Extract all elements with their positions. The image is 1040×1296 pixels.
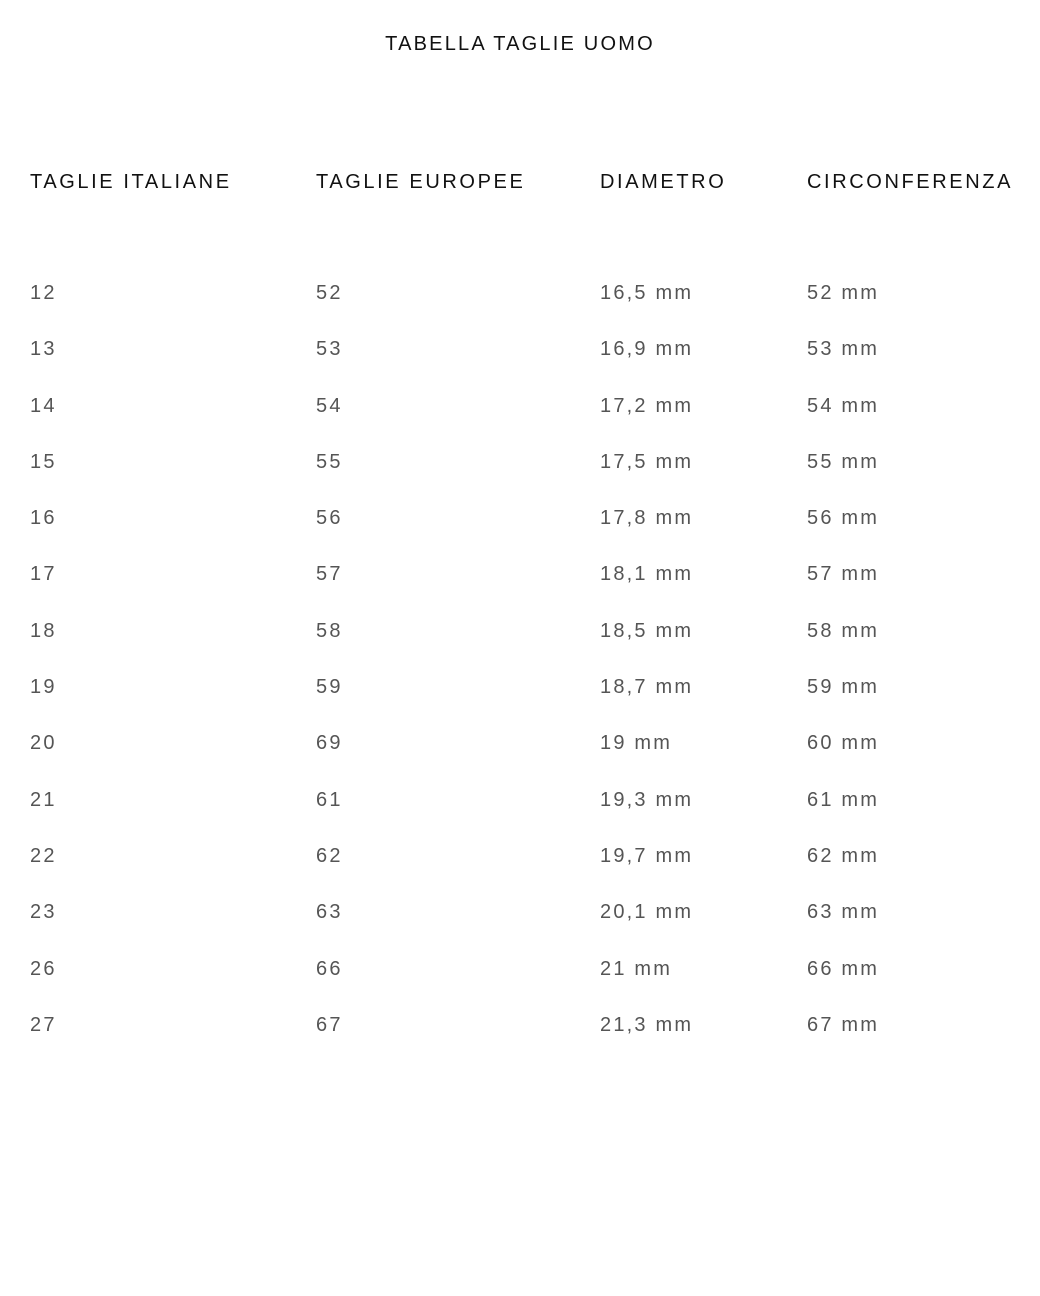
cell-circonferenza: 57 mm — [807, 563, 880, 586]
table-body — [30, 279, 1030, 1067]
cell-circonferenza: 61 mm — [807, 788, 880, 811]
table-row — [30, 955, 1030, 1011]
cell-diametro: 19 mm — [600, 732, 673, 755]
cell-circonferenza: 62 mm — [807, 844, 880, 867]
cell-taglia-italiana: 20 — [30, 732, 57, 755]
cell-circonferenza: 54 mm — [807, 394, 880, 417]
table-row — [30, 279, 1030, 335]
cell-diametro: 17,2 mm — [600, 394, 694, 417]
table-row — [30, 448, 1030, 504]
cell-diametro: 16,9 mm — [600, 338, 694, 361]
cell-taglia-italiana: 14 — [30, 394, 57, 417]
header-taglie-italiane: TAGLIE ITALIANE — [30, 171, 232, 193]
cell-circonferenza: 58 mm — [807, 619, 880, 642]
cell-diametro: 19,7 mm — [600, 844, 694, 867]
size-table — [30, 168, 1030, 1067]
cell-circonferenza: 59 mm — [807, 676, 880, 699]
cell-circonferenza: 60 mm — [807, 732, 880, 755]
table-row — [30, 786, 1030, 842]
table-row — [30, 898, 1030, 954]
cell-taglia-italiana: 26 — [30, 957, 57, 980]
cell-diametro: 17,8 mm — [600, 507, 694, 530]
cell-diametro: 16,5 mm — [600, 282, 694, 304]
table-row — [30, 617, 1030, 673]
cell-taglia-europea: 54 — [316, 394, 343, 417]
table-row — [30, 673, 1030, 729]
cell-circonferenza: 67 mm — [807, 1013, 880, 1036]
cell-taglia-europea: 66 — [316, 957, 343, 980]
table-row — [30, 560, 1030, 616]
cell-taglia-italiana: 17 — [30, 563, 57, 586]
table-row — [30, 392, 1030, 448]
cell-circonferenza: 52 mm — [807, 282, 880, 304]
cell-taglia-europea: 52 — [316, 282, 343, 304]
cell-diametro: 18,7 mm — [600, 676, 694, 699]
cell-diametro: 18,1 mm — [600, 563, 694, 586]
cell-taglia-europea: 53 — [316, 338, 343, 361]
table-row — [30, 842, 1030, 898]
cell-taglia-europea: 67 — [316, 1013, 343, 1036]
table-row — [30, 504, 1030, 560]
cell-diametro: 21 mm — [600, 957, 673, 980]
cell-circonferenza: 55 mm — [807, 450, 880, 473]
cell-diametro: 21,3 mm — [600, 1013, 694, 1036]
cell-taglia-italiana: 23 — [30, 901, 57, 924]
cell-diametro: 20,1 mm — [600, 901, 694, 924]
cell-taglia-italiana: 19 — [30, 676, 57, 699]
header-diametro: DIAMETRO — [600, 171, 727, 193]
cell-taglia-italiana: 16 — [30, 507, 57, 530]
cell-taglia-europea: 58 — [316, 619, 343, 642]
cell-taglia-europea: 62 — [316, 844, 343, 867]
cell-taglia-europea: 57 — [316, 563, 343, 586]
page-title: TABELLA TAGLIE UOMO — [385, 33, 655, 55]
cell-diametro: 18,5 mm — [600, 619, 694, 642]
header-taglie-europee: TAGLIE EUROPEE — [316, 171, 526, 193]
cell-taglia-europea: 56 — [316, 507, 343, 530]
cell-taglia-italiana: 22 — [30, 844, 57, 867]
table-header-row — [30, 168, 1030, 279]
cell-circonferenza: 63 mm — [807, 901, 880, 924]
cell-diametro: 17,5 mm — [600, 450, 694, 473]
cell-taglia-italiana: 15 — [30, 450, 57, 473]
cell-taglia-europea: 63 — [316, 901, 343, 924]
cell-circonferenza: 66 mm — [807, 957, 880, 980]
header-circonferenza: CIRCONFERENZA — [807, 171, 1014, 193]
cell-taglia-italiana: 13 — [30, 338, 57, 361]
table-row — [30, 335, 1030, 391]
cell-taglia-europea: 69 — [316, 732, 343, 755]
cell-taglia-europea: 55 — [316, 450, 343, 473]
cell-taglia-italiana: 18 — [30, 619, 57, 642]
cell-diametro: 19,3 mm — [600, 788, 694, 811]
cell-taglia-italiana: 12 — [30, 282, 57, 304]
cell-circonferenza: 56 mm — [807, 507, 880, 530]
cell-taglia-europea: 61 — [316, 788, 343, 811]
table-row — [30, 1011, 1030, 1067]
cell-taglia-italiana: 27 — [30, 1013, 57, 1036]
cell-taglia-italiana: 21 — [30, 788, 57, 811]
table-row — [30, 729, 1030, 785]
cell-taglia-europea: 59 — [316, 676, 343, 699]
cell-circonferenza: 53 mm — [807, 338, 880, 361]
